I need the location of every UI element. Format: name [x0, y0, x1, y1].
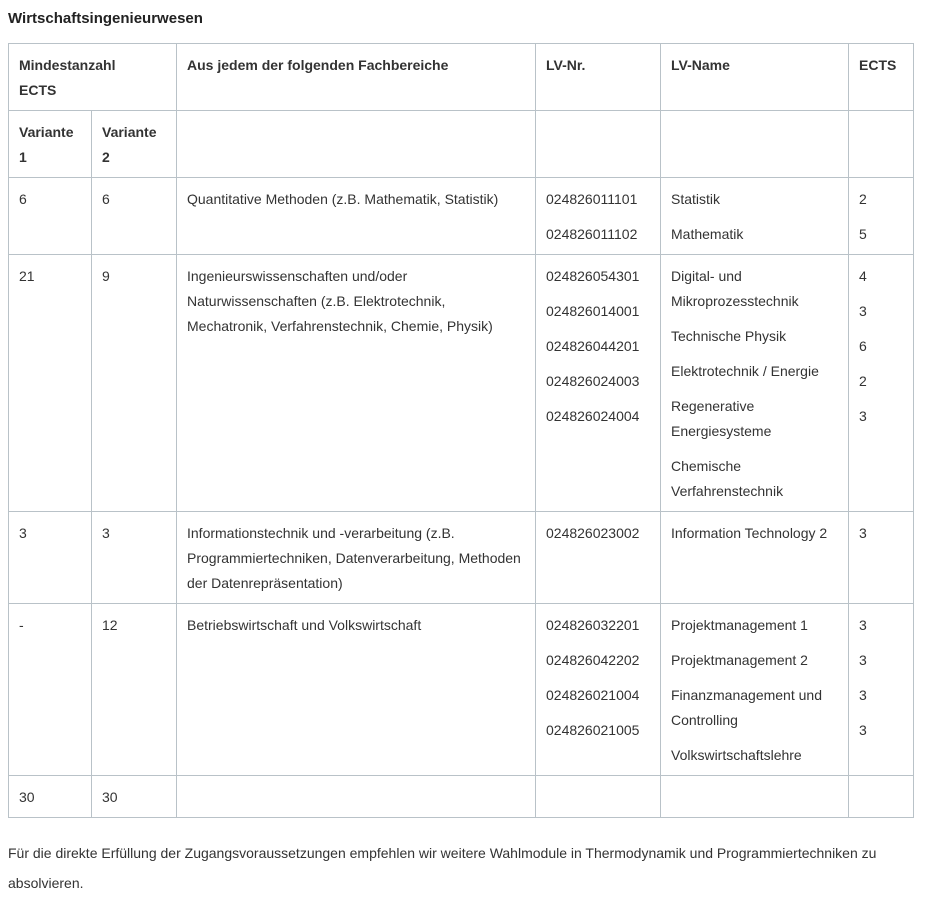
variante1-cell: -	[9, 604, 92, 776]
variante1-cell: 21	[9, 255, 92, 512]
table-row-quantitative-methoden	[9, 178, 914, 255]
ects-value: 3	[859, 722, 867, 738]
header-empty-ects	[849, 111, 914, 178]
lv-name-value: Mathematik	[671, 226, 744, 242]
ects-value: 2	[859, 373, 867, 389]
lv-name-value: Elektrotechnik / Energie	[671, 363, 819, 379]
ects-value: 3	[859, 652, 867, 668]
header-empty-lv-name	[661, 111, 849, 178]
lv-nr-value: 024826011101	[546, 191, 638, 207]
lv-name-value: Projektmanagement 2	[671, 652, 808, 668]
variante1-cell: 3	[9, 512, 92, 604]
header-fachbereiche: Aus jedem der folgenden Fachbereiche	[177, 44, 536, 111]
header-lv-nr: LV-Nr.	[536, 44, 661, 111]
lv-nr-value: 024826032201	[546, 617, 640, 633]
ects-value: 2	[859, 191, 867, 207]
header-mindestanzahl-ects-label: Mindestanzahl ECTS	[19, 57, 116, 98]
table-row-betriebswirtschaft	[9, 604, 914, 776]
lv-nr-cell	[536, 604, 661, 776]
lv-nr-value: 024826011102	[546, 226, 638, 242]
ects-value: 5	[859, 226, 867, 242]
total-variante2-cell: 30	[92, 776, 177, 818]
ects-value: 3	[859, 687, 867, 703]
table-row-informationstechnik	[9, 512, 914, 604]
lv-nr-value: 024826054301	[546, 268, 640, 284]
page-title: Wirtschaftsingenieurwesen	[8, 10, 203, 27]
fachbereich-cell: Quantitative Methoden (z.B. Mathematik, Statistik)	[177, 178, 536, 255]
variante2-cell: 9	[92, 255, 177, 512]
lv-name-value: Information Technology 2	[671, 525, 828, 541]
header-row-2	[9, 111, 914, 178]
ects-cell	[849, 512, 914, 604]
lv-name-cell	[661, 604, 849, 776]
lv-name-value: Technische Physik	[671, 328, 787, 344]
ects-value: 3	[859, 525, 867, 541]
lv-nr-value: 024826042202	[546, 652, 640, 668]
lv-nr-value: 024826024004	[546, 408, 640, 424]
variante2-cell: 12	[92, 604, 177, 776]
lv-name-cell	[661, 255, 849, 512]
header-row-1	[9, 44, 914, 111]
header-lv-name: LV-Name	[661, 44, 849, 111]
header-empty-lv-nr	[536, 111, 661, 178]
lv-nr-value: 024826023002	[546, 525, 640, 541]
total-variante1-cell: 30	[9, 776, 92, 818]
lv-name-value: Volkswirtschaftslehre	[671, 747, 802, 763]
lv-nr-cell	[536, 255, 661, 512]
total-empty-lv-name	[661, 776, 849, 818]
lv-name-value: Digital- und Mikroprozesstechnik	[671, 268, 799, 309]
lv-nr-cell	[536, 512, 661, 604]
variante1-cell: 6	[9, 178, 92, 255]
header-ects: ECTS	[849, 44, 914, 111]
total-empty-fachbereich	[177, 776, 536, 818]
ects-cell	[849, 604, 914, 776]
ects-value: 3	[859, 408, 867, 424]
header-mindestanzahl-ects	[9, 44, 177, 111]
footer-note: Für die direkte Erfüllung der Zugangsvoraussetzungen empfehlen wir weitere Wahlmodule in Thermodynamik und Programmiertechniken zu absolvieren.	[8, 845, 877, 891]
fachbereich-cell: Ingenieurswissenschaften und/oder Naturwissenschaften (z.B. Elektrotechnik, Mechatronik, Verfahrenstechnik, Chemie, Physik)	[177, 255, 536, 512]
lv-nr-value: 024826021005	[546, 722, 640, 738]
lv-name-cell	[661, 512, 849, 604]
lv-nr-value: 024826021004	[546, 687, 640, 703]
lv-name-value: Chemische Verfahrenstechnik	[671, 458, 784, 499]
lv-nr-value: 024826024003	[546, 373, 640, 389]
lv-name-value: Statistik	[671, 191, 721, 207]
ects-value: 6	[859, 338, 867, 354]
fachbereich-cell: Betriebswirtschaft und Volkswirtschaft	[177, 604, 536, 776]
variante2-cell: 3	[92, 512, 177, 604]
table-row-ingenieurswissenschaften	[9, 255, 914, 512]
variante2-cell: 6	[92, 178, 177, 255]
lv-name-cell	[661, 178, 849, 255]
lv-nr-value: 024826044201	[546, 338, 640, 354]
lv-nr-cell	[536, 178, 661, 255]
fachbereich-cell: Informationstechnik und -verarbeitung (z.B. Programmiertechniken, Datenverarbeitung, Methoden der Datenrepräsentation)	[177, 512, 536, 604]
ects-cell	[849, 255, 914, 512]
total-empty-ects	[849, 776, 914, 818]
header-empty-fachbereiche	[177, 111, 536, 178]
header-variante-1: Variante 1	[9, 111, 92, 178]
total-empty-lv-nr	[536, 776, 661, 818]
table-row-total	[9, 776, 914, 818]
lv-name-value: Regenerative Energiesysteme	[671, 398, 772, 439]
ects-value: 3	[859, 617, 867, 633]
ects-value: 3	[859, 303, 867, 319]
lv-name-value: Projektmanagement 1	[671, 617, 808, 633]
ects-value: 4	[859, 268, 867, 284]
requirements-table	[8, 43, 914, 818]
lv-name-value: Finanzmanagement und Controlling	[671, 687, 822, 728]
ects-cell	[849, 178, 914, 255]
lv-nr-value: 024826014001	[546, 303, 640, 319]
header-variante-2: Variante 2	[92, 111, 177, 178]
